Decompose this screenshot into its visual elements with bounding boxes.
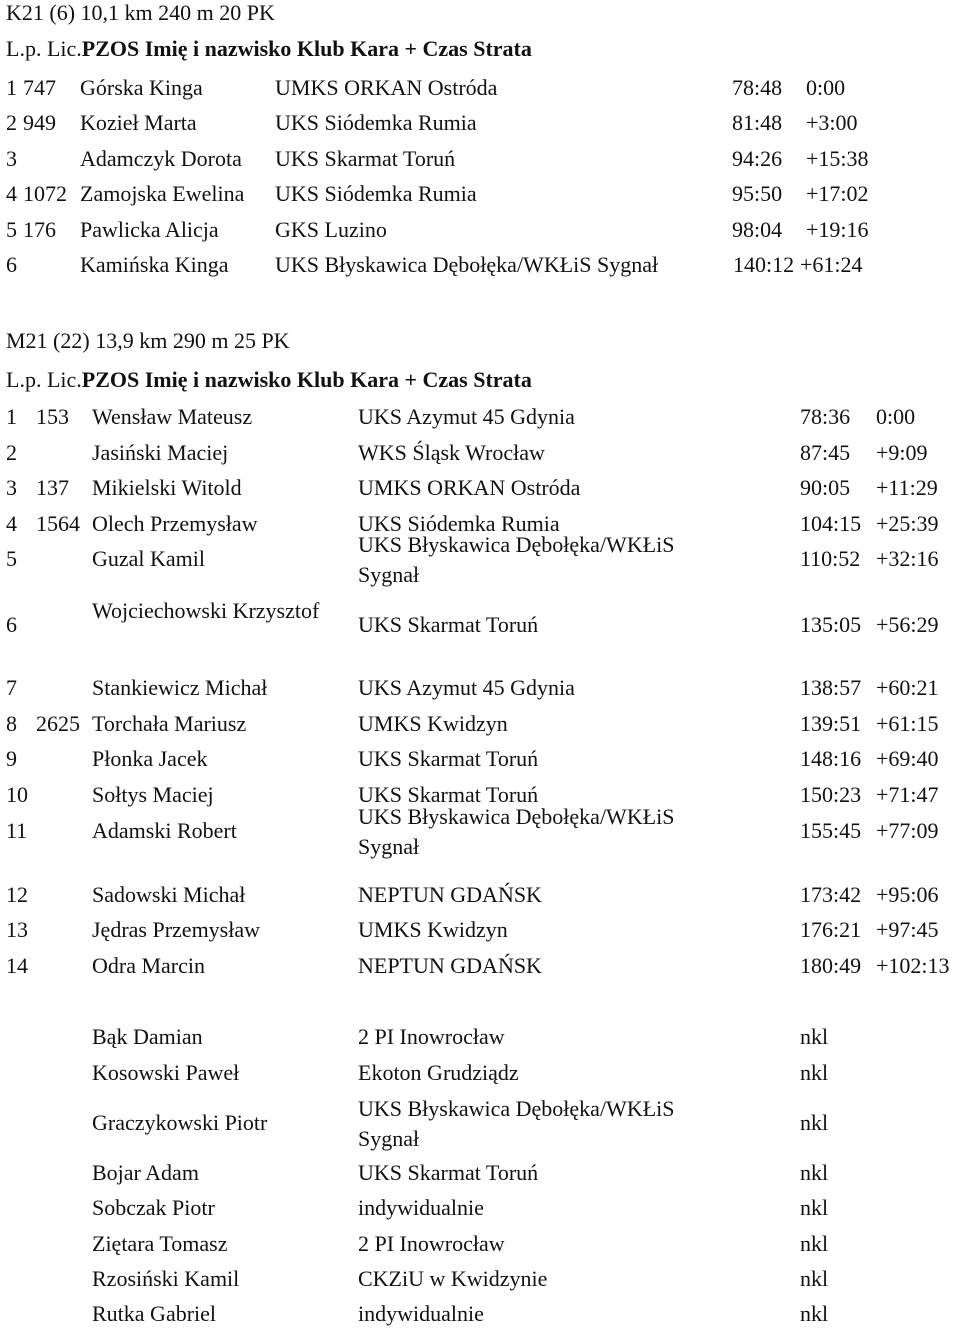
name-cell: Olech Przemysław — [92, 511, 258, 536]
time-cell: 81:48 — [732, 110, 783, 135]
club-cell: NEPTUN GDAŃSK — [358, 953, 542, 978]
licence-cell: 949 — [23, 110, 56, 135]
club-cell: UMKS ORKAN Ostróda — [275, 75, 498, 100]
club-cell: NEPTUN GDAŃSK — [358, 882, 542, 907]
loss-cell: +15:38 — [806, 146, 869, 171]
rank-cell: 6 — [6, 252, 17, 277]
club-cell: UKS Azymut 45 Gdynia — [358, 675, 575, 700]
club-cell: UKS Skarmat Toruń — [358, 746, 539, 771]
rank-cell: 12 — [6, 882, 28, 907]
rank-cell: 7 — [6, 675, 17, 700]
time-cell: 173:42 — [800, 882, 862, 907]
loss-cell: +25:39 — [876, 511, 939, 536]
loss-cell: +95:06 — [876, 882, 939, 907]
name-cell: Płonka Jacek — [92, 746, 208, 771]
status-cell: nkl — [800, 1195, 829, 1220]
rank-cell: 2 — [6, 110, 17, 135]
header-columns: PZOS Imię i nazwisko Klub Kara + Czas Strata — [81, 36, 532, 61]
loss-cell: +17:02 — [806, 181, 869, 206]
loss-cell: +77:09 — [876, 818, 939, 843]
time-cell: 78:36 — [800, 404, 851, 429]
time-cell: 90:05 — [800, 475, 851, 500]
header-columns: PZOS Imię i nazwisko Klub Kara + Czas Strata — [81, 367, 532, 392]
name-cell: Kosowski Paweł — [92, 1060, 240, 1085]
loss-cell: +69:40 — [876, 746, 939, 771]
k21-table-header — [6, 36, 532, 62]
header-prefix: L.p. Lic. — [6, 367, 82, 392]
name-cell: Stankiewicz Michał — [92, 675, 268, 700]
club-cell: UKS Siódemka Rumia — [275, 181, 477, 206]
club-cell: Ekoton Grudziądz — [358, 1060, 519, 1085]
rank-cell: 11 — [6, 818, 28, 843]
loss-cell: +32:16 — [876, 546, 939, 571]
name-cell: Odra Marcin — [92, 953, 206, 978]
licence-cell: 747 — [23, 75, 56, 100]
name-cell: Torchała Mariusz — [92, 711, 247, 736]
time-cell: 138:57 — [800, 675, 862, 700]
k21-title: K21 (6) 10,1 km 240 m 20 PK — [6, 0, 275, 25]
name-cell: Rzosiński Kamil — [92, 1266, 240, 1291]
rank-cell: 13 — [6, 917, 28, 942]
time-cell: 98:04 — [732, 217, 783, 242]
licence-cell: 1564 — [36, 511, 80, 536]
licence-cell: 176 — [23, 217, 56, 242]
club-cell: 2 PI Inowrocław — [358, 1024, 505, 1049]
rank-cell: 4 — [6, 511, 17, 536]
club-cell: UKS Błyskawica Dębołęka/WKŁiS Sygnał — [358, 1096, 675, 1151]
header-prefix: L.p. Lic. — [6, 36, 82, 61]
name-cell: Graczykowski Piotr — [92, 1110, 268, 1135]
licence-cell: 137 — [36, 475, 69, 500]
club-cell: UKS Siódemka Rumia — [358, 511, 560, 536]
status-cell: nkl — [800, 1301, 829, 1326]
name-cell: Wensław Mateusz — [92, 404, 253, 429]
time-cell: 148:16 — [800, 746, 862, 771]
status-cell: nkl — [800, 1060, 829, 1085]
name-cell: Adamski Robert — [92, 818, 237, 843]
time-cell: 87:45 — [800, 440, 851, 465]
name-cell: Sobczak Piotr — [92, 1195, 215, 1220]
time-cell: 150:23 — [800, 782, 862, 807]
club-cell: UKS Błyskawica Dębołęka/WKŁiS Sygnał — [358, 532, 675, 587]
time-cell: 78:48 — [732, 75, 783, 100]
licence-cell: 1072 — [23, 181, 67, 206]
club-cell: 2 PI Inowrocław — [358, 1231, 505, 1256]
rank-cell: 9 — [6, 746, 17, 771]
name-cell: Ziętara Tomasz — [92, 1231, 228, 1256]
rank-cell: 4 — [6, 181, 17, 206]
status-cell: nkl — [800, 1266, 829, 1291]
status-cell: nkl — [800, 1160, 829, 1185]
rank-cell: 3 — [6, 475, 17, 500]
time-cell: 155:45 — [800, 818, 862, 843]
rank-cell: 1 — [6, 75, 17, 100]
club-cell: UMKS Kwidzyn — [358, 917, 508, 942]
name-cell: Kamińska Kinga — [80, 252, 229, 277]
club-cell: WKS Śląsk Wrocław — [358, 440, 545, 465]
time-cell: 139:51 — [800, 711, 862, 736]
time-cell: 110:52 — [800, 546, 861, 571]
time-cell: 176:21 — [800, 917, 862, 942]
licence-cell: 2625 — [36, 711, 80, 736]
club-cell: UKS Błyskawica Dębołęka/WKŁiS Sygnał — [275, 252, 659, 277]
time-cell: 95:50 — [732, 181, 783, 206]
time-cell: 140:12 — [733, 252, 795, 277]
loss-cell: +61:24 — [800, 252, 863, 277]
rank-cell: 14 — [6, 953, 28, 978]
rank-cell: 10 — [6, 782, 28, 807]
club-cell: UKS Siódemka Rumia — [275, 110, 477, 135]
loss-cell: 0:00 — [876, 404, 916, 429]
loss-cell: +60:21 — [876, 675, 939, 700]
loss-cell: +61:15 — [876, 711, 939, 736]
rank-cell: 5 — [6, 217, 17, 242]
name-cell: Adamczyk Dorota — [80, 146, 242, 171]
club-cell: UMKS ORKAN Ostróda — [358, 475, 581, 500]
club-cell: UMKS Kwidzyn — [358, 711, 508, 736]
status-cell: nkl — [800, 1024, 829, 1049]
club-cell: UKS Skarmat Toruń — [358, 1160, 539, 1185]
name-cell: Rutka Gabriel — [92, 1301, 217, 1326]
loss-cell: +97:45 — [876, 917, 939, 942]
club-cell: UKS Skarmat Toruń — [358, 782, 539, 807]
rank-cell: 5 — [6, 546, 17, 571]
name-cell: Bojar Adam — [92, 1160, 199, 1185]
rank-cell: 1 — [6, 404, 17, 429]
status-cell: nkl — [800, 1231, 829, 1256]
name-cell: Mikielski Witold — [92, 475, 242, 500]
loss-cell: +3:00 — [806, 110, 858, 135]
loss-cell: +19:16 — [806, 217, 869, 242]
status-cell: nkl — [800, 1110, 829, 1135]
name-cell: Wojciechowski Krzysztof — [92, 598, 320, 623]
name-cell: Sadowski Michał — [92, 882, 246, 907]
name-cell: Bąk Damian — [92, 1024, 203, 1049]
club-cell: GKS Luzino — [275, 217, 387, 242]
club-cell: UKS Błyskawica Dębołęka/WKŁiS Sygnał — [358, 804, 675, 859]
time-cell: 94:26 — [732, 146, 783, 171]
club-cell: indywidualnie — [358, 1195, 484, 1220]
m21-title: M21 (22) 13,9 km 290 m 25 PK — [6, 328, 290, 353]
rank-cell: 8 — [6, 711, 17, 736]
club-cell: CKZiU w Kwidzynie — [358, 1266, 548, 1291]
rank-cell: 2 — [6, 440, 17, 465]
loss-cell: +56:29 — [876, 612, 939, 637]
loss-cell: +11:29 — [876, 475, 938, 500]
name-cell: Guzal Kamil — [92, 546, 206, 571]
name-cell: Zamojska Ewelina — [80, 181, 245, 206]
loss-cell: +71:47 — [876, 782, 939, 807]
name-cell: Górska Kinga — [80, 75, 203, 100]
club-cell: UKS Skarmat Toruń — [275, 146, 456, 171]
name-cell: Pawlicka Alicja — [80, 217, 219, 242]
name-cell: Jędras Przemysław — [92, 917, 261, 942]
loss-cell: 0:00 — [806, 75, 846, 100]
m21-table-header — [6, 367, 532, 393]
loss-cell: +102:13 — [876, 953, 950, 978]
name-cell: Sołtys Maciej — [92, 782, 214, 807]
rank-cell: 6 — [6, 612, 17, 637]
name-cell: Kozieł Marta — [80, 110, 197, 135]
club-cell: UKS Skarmat Toruń — [358, 612, 539, 637]
time-cell: 104:15 — [800, 511, 862, 536]
loss-cell: +9:09 — [876, 440, 928, 465]
name-cell: Jasiński Maciej — [92, 440, 229, 465]
time-cell: 180:49 — [800, 953, 862, 978]
rank-cell: 3 — [6, 146, 17, 171]
club-cell: UKS Azymut 45 Gdynia — [358, 404, 575, 429]
club-cell: indywidualnie — [358, 1301, 484, 1326]
licence-cell: 153 — [36, 404, 69, 429]
time-cell: 135:05 — [800, 612, 862, 637]
